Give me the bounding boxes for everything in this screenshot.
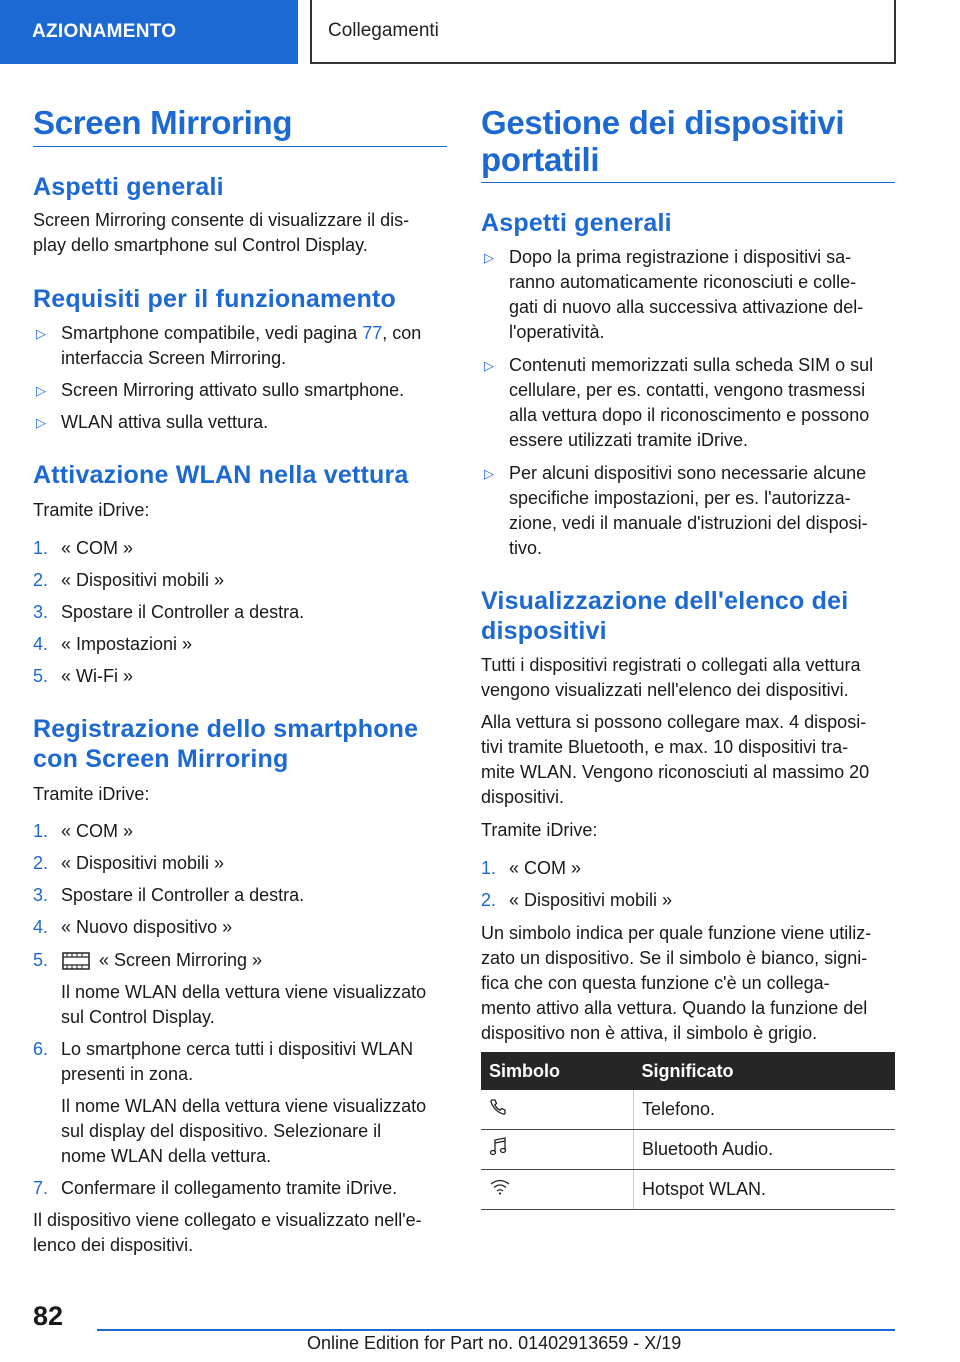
table-row <box>481 1130 895 1170</box>
page-number: 82 <box>33 1301 64 1331</box>
music-note-icon <box>489 1137 507 1157</box>
paragraph-line: Il dispositivo viene collegato e visualizzato nell'e- <box>33 1210 422 1230</box>
heading-list-view: Visualizzazione dell'elenco dei <box>481 587 849 615</box>
paragraph-line: zato un dispositivo. Se il simbolo è bianco, signi- <box>481 948 868 968</box>
bullet-item-line: gati di nuovo alla successiva attivazione del- <box>509 297 864 317</box>
section-label: AZIONAMENTO <box>32 21 177 42</box>
meaning-cell: Hotspot WLAN. <box>634 1170 896 1210</box>
step-note-line: sul Control Display. <box>61 1007 215 1027</box>
step-item: « Impostazioni » <box>61 634 193 654</box>
symbol-table <box>481 1052 895 1210</box>
step-item: « Nuovo dispositivo » <box>61 917 233 937</box>
meaning-cell: Telefono. <box>634 1090 896 1130</box>
step-number: 4. <box>33 634 49 654</box>
step-note-line: nome WLAN della vettura. <box>61 1146 272 1166</box>
bullet-item-line: l'operatività. <box>509 322 605 342</box>
text: , con <box>382 323 422 343</box>
step-number: 1. <box>33 538 49 558</box>
paragraph-line: mite WLAN. Vengono riconosciuti al massimo 20 <box>481 762 870 782</box>
triangle-bullet-icon: ▷ <box>484 250 494 265</box>
step-note-line: Il nome WLAN della vettura viene visualizzato <box>61 1096 427 1116</box>
step-item: « Dispositivi mobili » <box>509 890 673 910</box>
step-item: Spostare il Controller a destra. <box>61 602 305 622</box>
paragraph-line: Tramite iDrive: <box>33 500 150 520</box>
step-number: 6. <box>33 1039 49 1059</box>
chapter-label: Collegamenti <box>328 20 439 41</box>
bullet-item-line: ranno automaticamente riconosciuti e colle- <box>509 272 857 292</box>
bullet-item-line: specifiche impostazioni, per es. l'autorizza- <box>509 488 851 508</box>
meaning-cell: Bluetooth Audio. <box>634 1130 896 1170</box>
step-note-line: sul display del dispositivo. Selezionare il <box>61 1121 382 1141</box>
bullet-item-line: tivo. <box>509 538 543 558</box>
bullet-item-line: alla vettura dopo il riconoscimento e possono <box>509 405 870 425</box>
paragraph-line: dispositivi. <box>481 787 565 807</box>
step-note-line: Il nome WLAN della vettura viene visualizzato <box>61 982 427 1002</box>
heading-registration: Registrazione dello smartphone <box>33 715 419 743</box>
title-rule <box>33 146 447 147</box>
paragraph-line: fica che con questa funzione c'è un collega- <box>481 973 830 993</box>
footer-rule <box>97 1329 895 1331</box>
step-number: 1. <box>33 821 49 841</box>
heading-registration-line2: con Screen Mirroring <box>33 745 289 773</box>
bullet-item <box>61 321 421 346</box>
table-row <box>481 1090 895 1130</box>
triangle-bullet-icon: ▷ <box>484 466 494 481</box>
step-item: « Screen Mirroring » <box>99 950 263 970</box>
section-tab <box>0 0 298 64</box>
paragraph-line: Un simbolo indica per quale funzione viene utiliz- <box>481 923 872 943</box>
paragraph-line: Screen Mirroring consente di visualizzare il dis- <box>33 210 410 230</box>
page-link[interactable]: 77 <box>362 323 383 343</box>
step-number: 3. <box>33 885 49 905</box>
symbol-cell <box>481 1170 634 1210</box>
step-item: « Dispositivi mobili » <box>61 570 225 590</box>
paragraph-line: Alla vettura si possono collegare max. 4 disposi- <box>481 712 867 732</box>
paragraph-line: Tutti i dispositivi registrati o collegati alla vettura <box>481 655 861 675</box>
bullet-item-line: zione, vedi il manuale d'istruzioni del disposi- <box>509 513 868 533</box>
table-row <box>481 1170 895 1210</box>
symbol-cell <box>481 1130 634 1170</box>
bullet-item: Screen Mirroring attivato sullo smartphone. <box>61 380 405 400</box>
paragraph-line: Tramite iDrive: <box>481 820 598 840</box>
paragraph-line: play dello smartphone sul Control Display. <box>33 235 368 255</box>
paragraph-line: mento attivo alla vettura. Quando la funzione del <box>481 998 868 1018</box>
step-number: 5. <box>33 666 49 686</box>
edition-footer: Online Edition for Part no. 01402913659 - X/19 <box>307 1333 682 1353</box>
heading-overview-right: Aspetti generali <box>481 209 672 237</box>
triangle-bullet-icon: ▷ <box>36 383 46 398</box>
chapter-tab <box>310 0 896 64</box>
phone-icon <box>489 1098 507 1116</box>
bullet-item-line: essere utilizzati tramite iDrive. <box>509 430 749 450</box>
section-title-line2: portatili <box>481 141 600 178</box>
step-item: Lo smartphone cerca tutti i dispositivi WLAN <box>61 1039 414 1059</box>
paragraph-line: dispositivo non è attiva, il simbolo è grigio. <box>481 1023 818 1043</box>
bullet-item-line: cellulare, per es. contatti, vengono trasmessi <box>509 380 866 400</box>
bullet-item: Per alcuni dispositivi sono necessarie alcune <box>509 463 867 483</box>
section-title: Gestione dei dispositivi <box>481 104 845 141</box>
paragraph-line: Tramite iDrive: <box>33 784 150 804</box>
step-number: 3. <box>33 602 49 622</box>
table-header-row <box>481 1052 895 1090</box>
heading-list-view-line2: dispositivi <box>481 617 607 645</box>
step-number: 4. <box>33 917 49 937</box>
wifi-icon <box>489 1178 511 1196</box>
col-meaning-header: Significato <box>634 1052 896 1090</box>
step-number: 2. <box>481 890 497 910</box>
heading-activation: Attivazione WLAN nella vettura <box>33 461 409 489</box>
heading-overview: Aspetti generali <box>33 173 224 201</box>
step-item: « COM » <box>61 821 134 841</box>
step-number: 2. <box>33 853 49 873</box>
bullet-item: Dopo la prima registrazione i dispositivi sa- <box>509 247 852 267</box>
triangle-bullet-icon: ▷ <box>36 326 46 341</box>
step-item: « COM » <box>61 538 134 558</box>
step-item: Confermare il collegamento tramite iDrive. <box>61 1178 398 1198</box>
step-item: « COM » <box>509 858 582 878</box>
step-item: « Dispositivi mobili » <box>61 853 225 873</box>
triangle-bullet-icon: ▷ <box>36 415 46 430</box>
bullet-item-line: interfaccia Screen Mirroring. <box>61 348 287 368</box>
step-number: 1. <box>481 858 497 878</box>
paragraph-line: vengono visualizzati nell'elenco dei dispositivi. <box>481 680 849 700</box>
paragraph-line: lenco dei dispositivi. <box>33 1235 194 1255</box>
col-symbol-header: Simbolo <box>481 1052 634 1090</box>
title-rule <box>481 182 895 183</box>
bullet-item: Contenuti memorizzati sulla scheda SIM o sul <box>509 355 874 375</box>
paragraph-line: tivi tramite Bluetooth, e max. 10 dispositivi tra- <box>481 737 849 757</box>
symbol-cell <box>481 1090 634 1130</box>
step-item: « Wi-Fi » <box>61 666 133 686</box>
page-title: Screen Mirroring <box>33 104 293 141</box>
heading-requirements: Requisiti per il funzionamento <box>33 285 396 313</box>
triangle-bullet-icon: ▷ <box>484 358 494 373</box>
step-item-line: presenti in zona. <box>61 1064 194 1084</box>
step-number: 5. <box>33 950 49 970</box>
step-item: Spostare il Controller a destra. <box>61 885 305 905</box>
screen-mirroring-icon <box>62 952 90 970</box>
text: Smartphone compatibile, vedi pagina <box>61 323 363 343</box>
bullet-item: WLAN attiva sulla vettura. <box>61 412 269 432</box>
step-number: 2. <box>33 570 49 590</box>
step-number: 7. <box>33 1178 49 1198</box>
